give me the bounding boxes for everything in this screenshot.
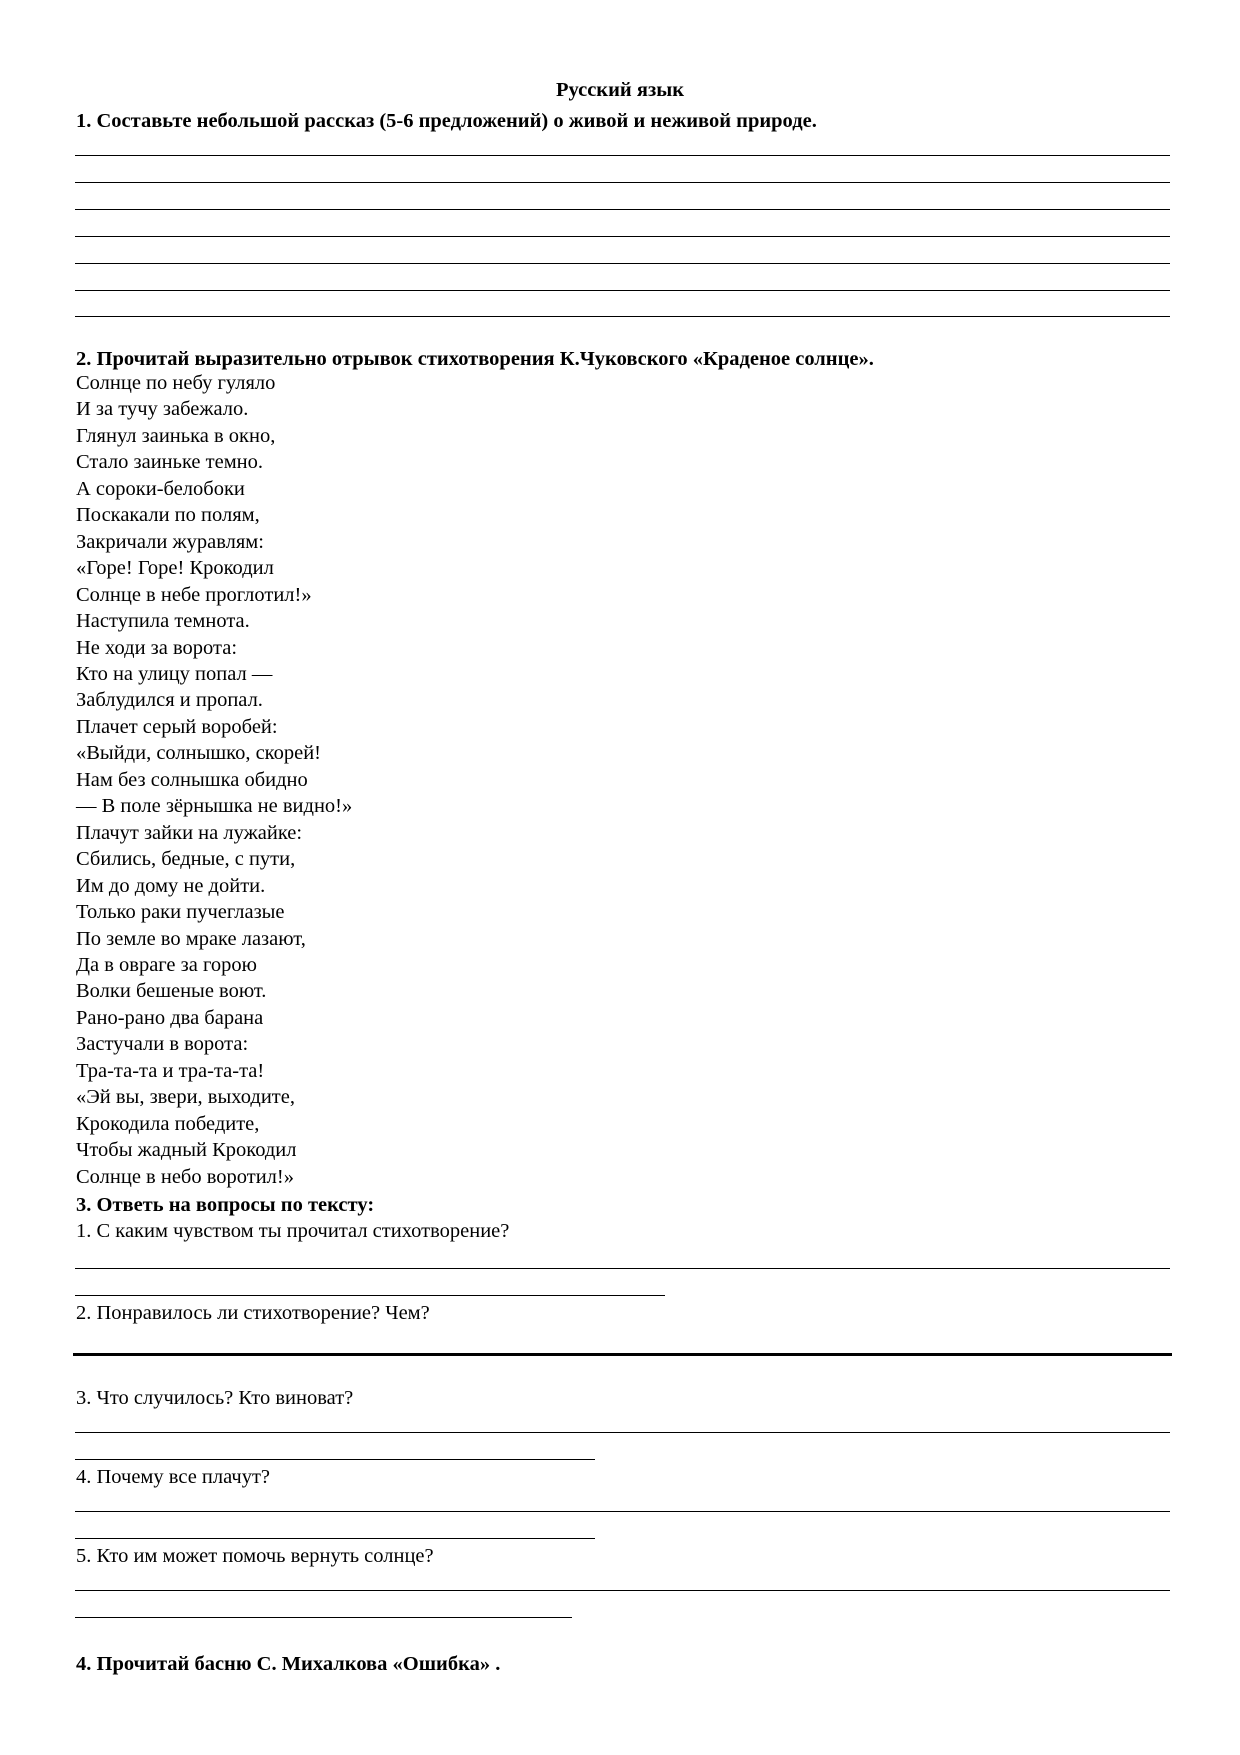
- answer-line[interactable]: [75, 1538, 595, 1539]
- poem-line: Солнце в небе проглотил!»: [76, 583, 312, 606]
- poem-line: Тра-та-та и тра-та-та!: [76, 1059, 265, 1082]
- answer-line[interactable]: [75, 1617, 572, 1618]
- poem-line: Закричали журавлям:: [76, 530, 264, 553]
- task-2-heading: 2. Прочитай выразительно отрывок стихотворения К.Чуковского «Краденое солнце».: [76, 348, 874, 370]
- poem-line: «Выйди, солнышко, скорей!: [76, 742, 321, 765]
- poem-line: Волки бешеные воют.: [76, 980, 267, 1003]
- poem-line: Только раки пучеглазые: [76, 901, 285, 924]
- poem-line: Плачет серый воробей:: [76, 715, 278, 738]
- poem-line: Плачут зайки на лужайке:: [76, 821, 303, 844]
- answer-line[interactable]: [75, 1295, 665, 1296]
- question-1: 1. С каким чувством ты прочитал стихотворение?: [76, 1220, 510, 1242]
- answer-line[interactable]: [75, 1590, 1170, 1591]
- poem-line: — В поле зёрнышка не видно!»: [76, 795, 353, 818]
- poem-line: «Эй вы, звери, выходите,: [76, 1086, 295, 1109]
- answer-line[interactable]: [75, 316, 1170, 317]
- answer-line[interactable]: [73, 1353, 1172, 1356]
- poem-line: Заблудился и пропал.: [76, 689, 263, 712]
- poem-line: Не ходи за ворота:: [76, 636, 238, 659]
- answer-line[interactable]: [75, 209, 1170, 210]
- answer-line[interactable]: [75, 155, 1170, 156]
- poem-excerpt: [76, 370, 352, 1190]
- answer-line[interactable]: [75, 236, 1170, 237]
- poem-line: Им до дому не дойти.: [76, 874, 266, 897]
- poem-line: Чтобы жадный Крокодил: [76, 1139, 297, 1162]
- task-1-heading: 1. Составьте небольшой рассказ (5-6 предложений) о живой и неживой природе.: [76, 110, 817, 132]
- poem-line: По земле во мраке лазают,: [76, 927, 306, 950]
- poem-line: Рано-рано два барана: [76, 1006, 264, 1029]
- question-3: 3. Что случилось? Кто виноват?: [76, 1387, 354, 1409]
- poem-line: Солнце по небу гуляло: [76, 372, 276, 394]
- poem-line: Глянул заинька в окно,: [76, 424, 276, 447]
- poem-line: Сбились, бедные, с пути,: [76, 848, 296, 871]
- question-4: 4. Почему все плачут?: [76, 1466, 271, 1488]
- poem-line: Застучали в ворота:: [76, 1033, 249, 1056]
- answer-line[interactable]: [75, 182, 1170, 183]
- page-title: Русский язык: [555, 79, 685, 101]
- answer-line[interactable]: [75, 263, 1170, 264]
- task-3-heading: 3. Ответь на вопросы по тексту:: [76, 1194, 375, 1216]
- task-4-heading: 4. Прочитай басню С. Михалкова «Ошибка» .: [76, 1653, 501, 1675]
- poem-line: Наступила темнота.: [76, 610, 250, 633]
- answer-line[interactable]: [75, 290, 1170, 291]
- poem-line: Солнце в небо воротил!»: [76, 1165, 294, 1188]
- poem-line: Да в овраге за горою: [76, 953, 257, 976]
- question-2: 2. Понравилось ли стихотворение? Чем?: [76, 1302, 430, 1324]
- question-5: 5. Кто им может помочь вернуть солнце?: [76, 1545, 434, 1567]
- answer-line[interactable]: [75, 1432, 1170, 1433]
- poem-line: И за тучу забежало.: [76, 398, 249, 421]
- poem-line: Кто на улицу попал —: [76, 662, 273, 685]
- poem-line: «Горе! Горе! Крокодил: [76, 557, 274, 580]
- answer-line[interactable]: [75, 1268, 1170, 1269]
- poem-line: А сороки-белобоки: [76, 477, 245, 500]
- answer-line[interactable]: [75, 1511, 1170, 1512]
- answer-line[interactable]: [75, 1459, 595, 1460]
- poem-line: Стало заиньке темно.: [76, 451, 264, 474]
- poem-line: Крокодила победите,: [76, 1112, 260, 1135]
- poem-line: Поскакали по полям,: [76, 504, 260, 527]
- poem-line: Нам без солнышка обидно: [76, 768, 308, 791]
